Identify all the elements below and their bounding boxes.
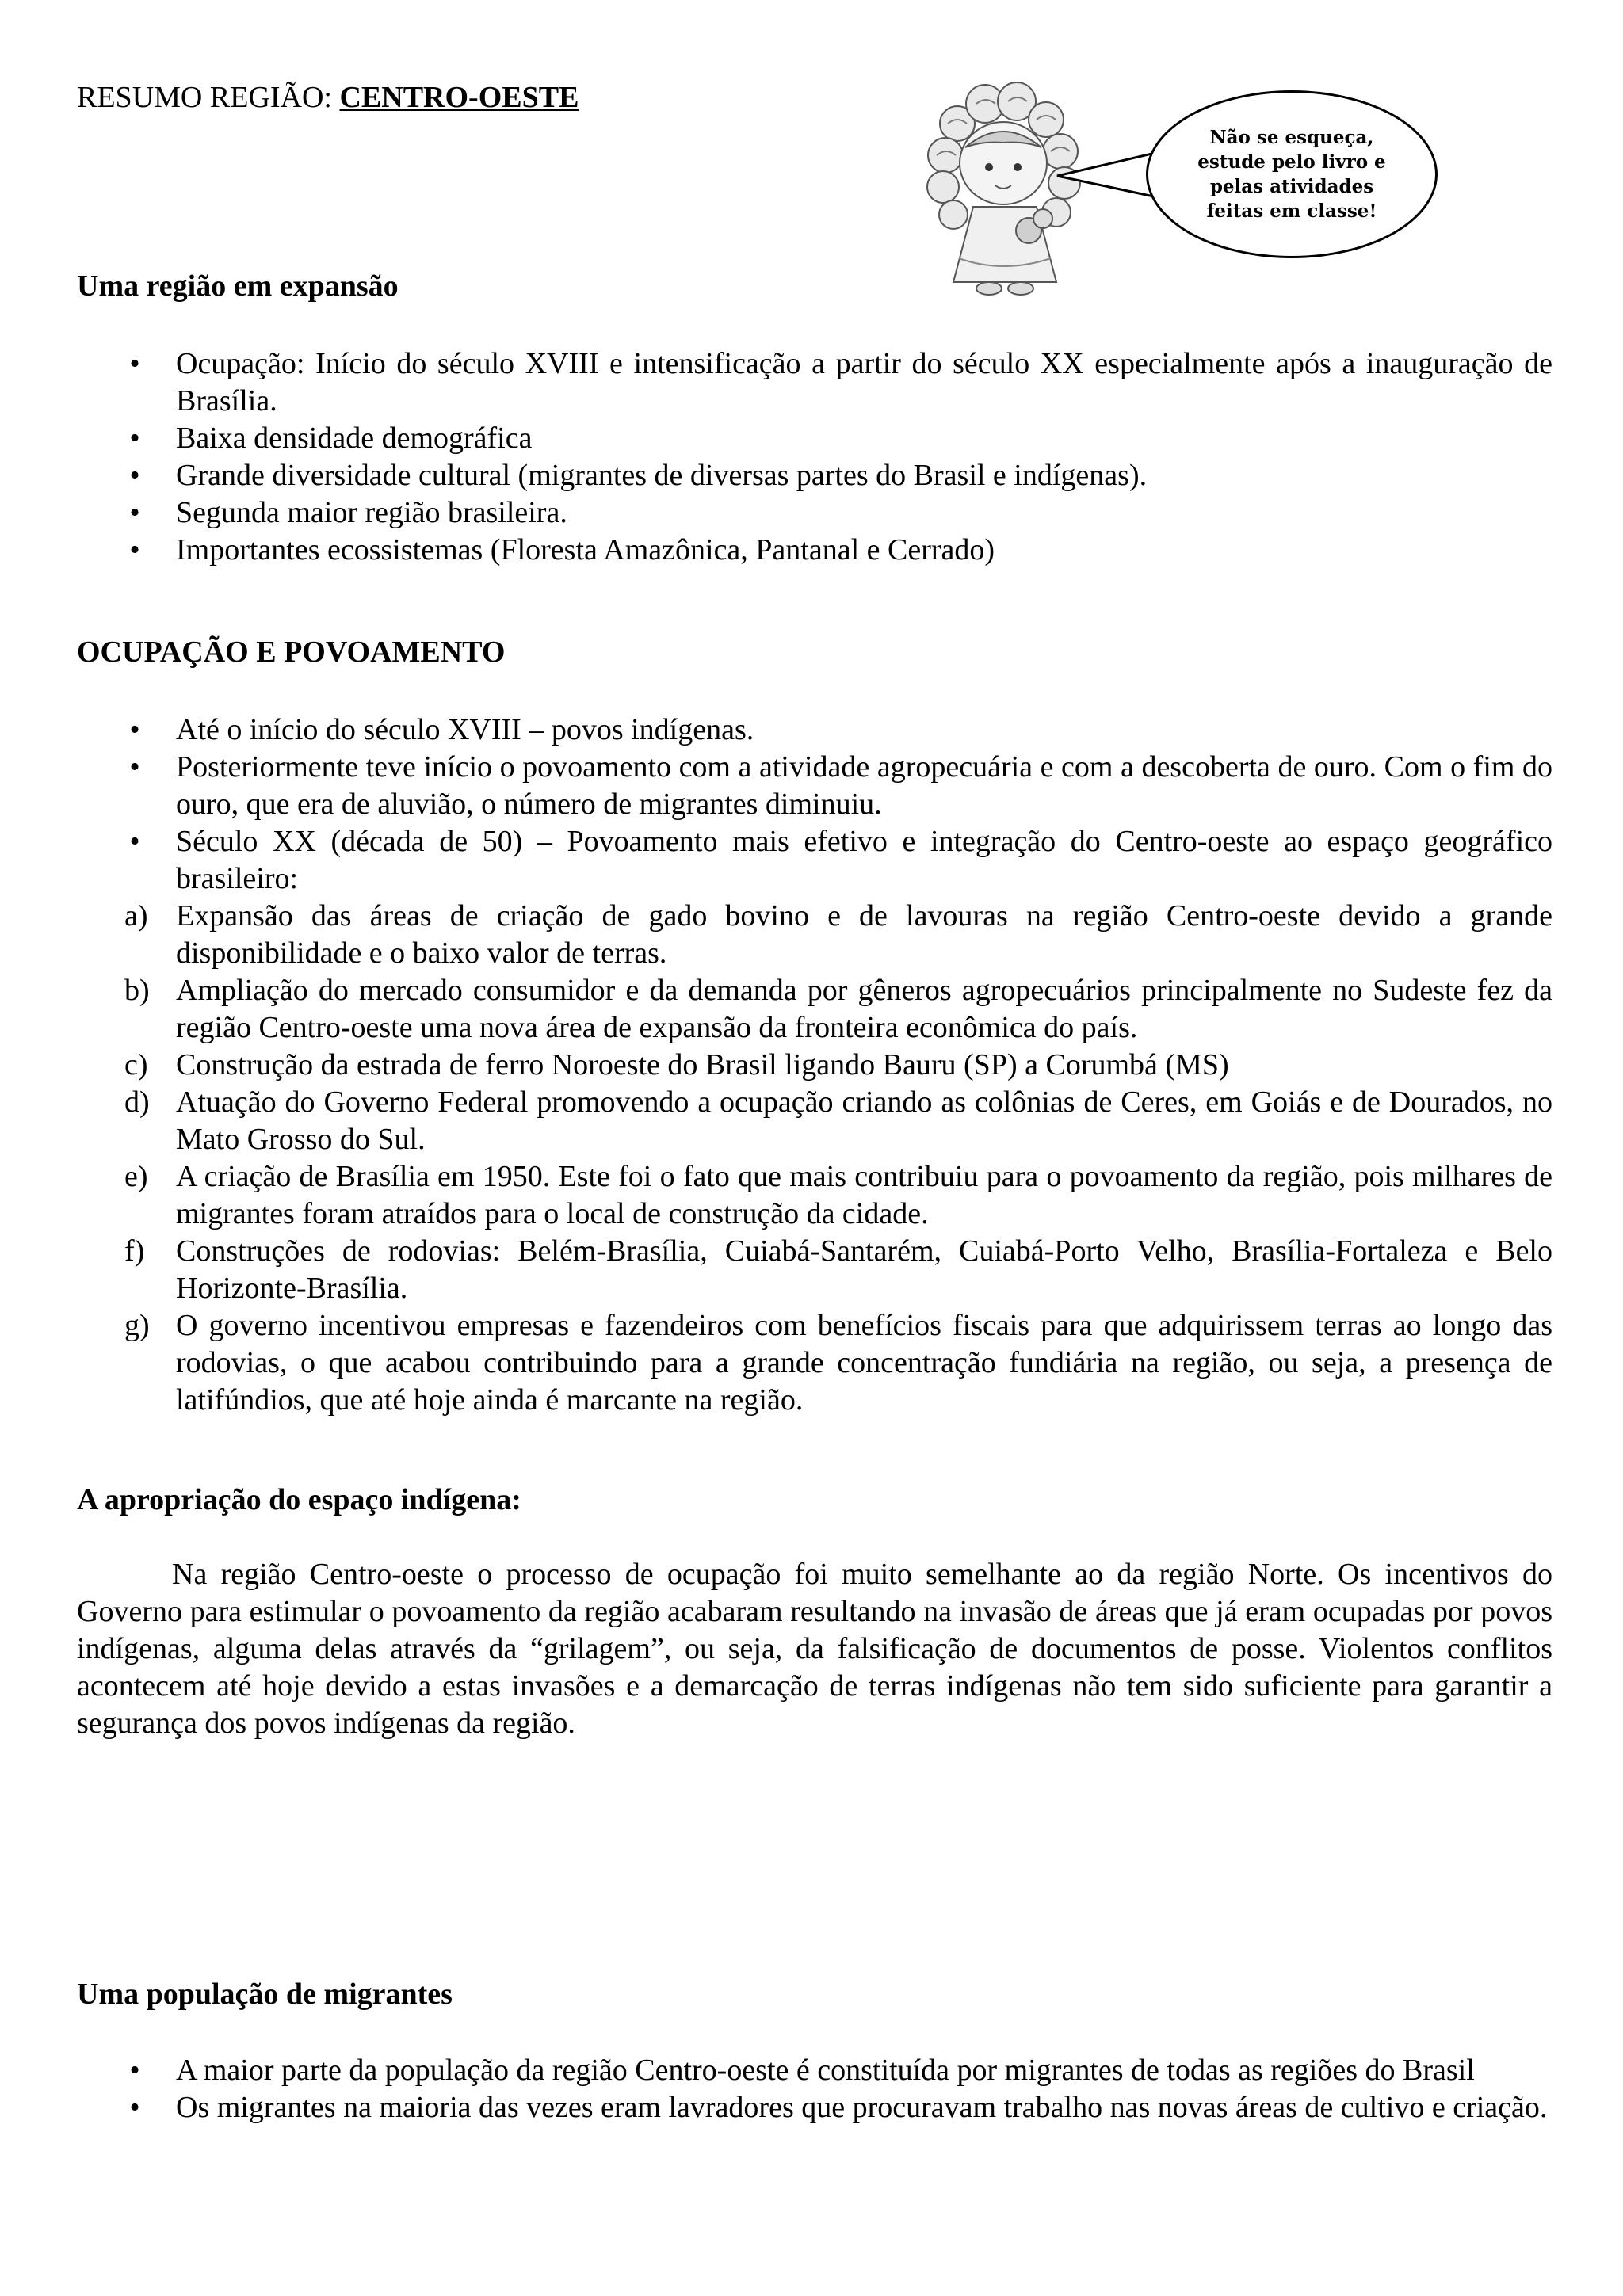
letter-marker: e) — [124, 1160, 148, 1193]
list-item: b) Ampliação do mercado consumidor e da demanda por gêneros agropecuários principalmente no Sudeste fez da região Centro-oeste uma nova área de expansão da fronteira econômica do país. — [124, 974, 1552, 1044]
bullet-marker: • — [129, 2054, 140, 2087]
speech-bubble — [1146, 90, 1438, 258]
speech-bubble-text: Não se esqueça, estude pelo livro e pelas atividades feitas em classe! — [1197, 127, 1386, 222]
list-item: • Segunda maior região brasileira. — [77, 494, 1552, 532]
bullet-marker: • — [129, 347, 140, 380]
migrantes-list — [77, 2052, 1552, 2126]
section-heading-ocupacao: OCUPAÇÃO E POVOAMENTO — [77, 635, 506, 669]
list-item: • Baixa densidade demográfica — [77, 420, 1552, 457]
letter-marker: f) — [124, 1234, 145, 1268]
document-title — [77, 79, 579, 116]
letter-marker: c) — [124, 1048, 148, 1081]
bullet-marker: • — [129, 459, 140, 492]
bullet-marker: • — [129, 496, 140, 529]
list-item: • Os migrantes na maioria das vezes eram lavradores que procuravam trabalho nas novas áreas de cultivo e criação. — [77, 2089, 1552, 2126]
section-heading-migrantes: Uma população de migrantes — [77, 1978, 453, 2011]
expansion-list — [77, 345, 1552, 569]
section-heading-expansion: Uma região em expansão — [77, 269, 399, 303]
title-region: CENTRO-OESTE — [339, 81, 579, 114]
list-item: d) Atuação do Governo Federal promovendo a ocupação criando as colônias de Ceres, em Goiás e de Dourados, no Mato Grosso do Sul. — [124, 1085, 1552, 1156]
list-item: c) Construção da estrada de ferro Noroeste do Brasil ligando Bauru (SP) a Corumbá (MS) — [77, 1047, 1552, 1084]
letter-marker: g) — [124, 1309, 150, 1342]
bullet-marker: • — [129, 533, 140, 566]
list-item: a) Expansão das áreas de criação de gado bovino e de lavouras na região Centro-oeste devido a grande disponibilidade e o baixo valor de terras. — [124, 899, 1552, 970]
title-prefix: RESUMO REGIÃO: — [77, 81, 340, 114]
bullet-marker: • — [129, 713, 140, 746]
list-item: f) Construções de rodovias: Belém-Brasília, Cuiabá-Santarém, Cuiabá-Porto Velho, Brasília-Fortaleza e Belo Horizonte-Brasília. — [124, 1234, 1552, 1305]
list-item: • Ocupação: Início do século XVIII e intensificação a partir do século XX especialmente após a inauguração de Brasília. — [77, 345, 1552, 420]
letter-marker: d) — [124, 1085, 150, 1119]
letter-marker: b) — [124, 974, 150, 1007]
list-item: • Posteriormente teve início o povoamento com a atividade agropecuária e com a descoberta de ouro. Com o fim do ouro, que era de aluvião, o número de migrantes diminuiu. — [77, 749, 1552, 823]
list-item: • Até o início do século XVIII – povos indígenas. — [77, 711, 1552, 749]
letter-marker: a) — [124, 899, 148, 933]
bullet-marker: • — [129, 825, 140, 858]
list-item: • Século XX (década de 50) – Povoamento mais efetivo e integração do Centro-oeste ao espaço geográfico brasileiro: — [77, 823, 1552, 898]
ocupacao-list — [77, 711, 1552, 1419]
list-item: • Grande diversidade cultural (migrantes de diversas partes do Brasil e indígenas). — [77, 457, 1552, 494]
list-item: e) A criação de Brasília em 1950. Este foi o fato que mais contribuiu para o povoamento da região, pois milhares de migrantes foram atraídos para o local de construção da cidade. — [124, 1160, 1552, 1230]
bullet-marker: • — [129, 421, 140, 455]
section-heading-indigena: A apropriação do espaço indígena: — [77, 1483, 521, 1516]
list-item: • A maior parte da população da região Centro-oeste é constituída por migrantes de todas as regiões do Brasil — [77, 2052, 1552, 2089]
list-item: • Importantes ecossistemas (Floresta Amazônica, Pantanal e Cerrado) — [77, 532, 1552, 569]
indigena-paragraph: Na região Centro-oeste o processo de ocupação foi muito semelhante ao da região Norte. Os incentivos do Governo para estimular o povoamento da região acabaram resultando na invasão de áreas que já eram ocupadas por povos indígenas, alguma delas através da “grilagem”, ou seja, da falsificação de documentos de posse. Violentos conflitos acontecem até hoje devido a estas invasões e a demarcação de terras indígenas não tem sido suficiente para garantir a segurança dos povos indígenas da região. — [77, 1558, 1552, 1740]
bullet-marker: • — [129, 2091, 140, 2124]
list-item: g) O governo incentivou empresas e fazendeiros com benefícios fiscais para que adquirissem terras ao longo das rodovias, o que acabou contribuindo para a grande concentração fundiária na região, ou seja, a presença de latifúndios, que até hoje ainda é marcante na região. — [124, 1309, 1552, 1417]
bullet-marker: • — [129, 750, 140, 784]
